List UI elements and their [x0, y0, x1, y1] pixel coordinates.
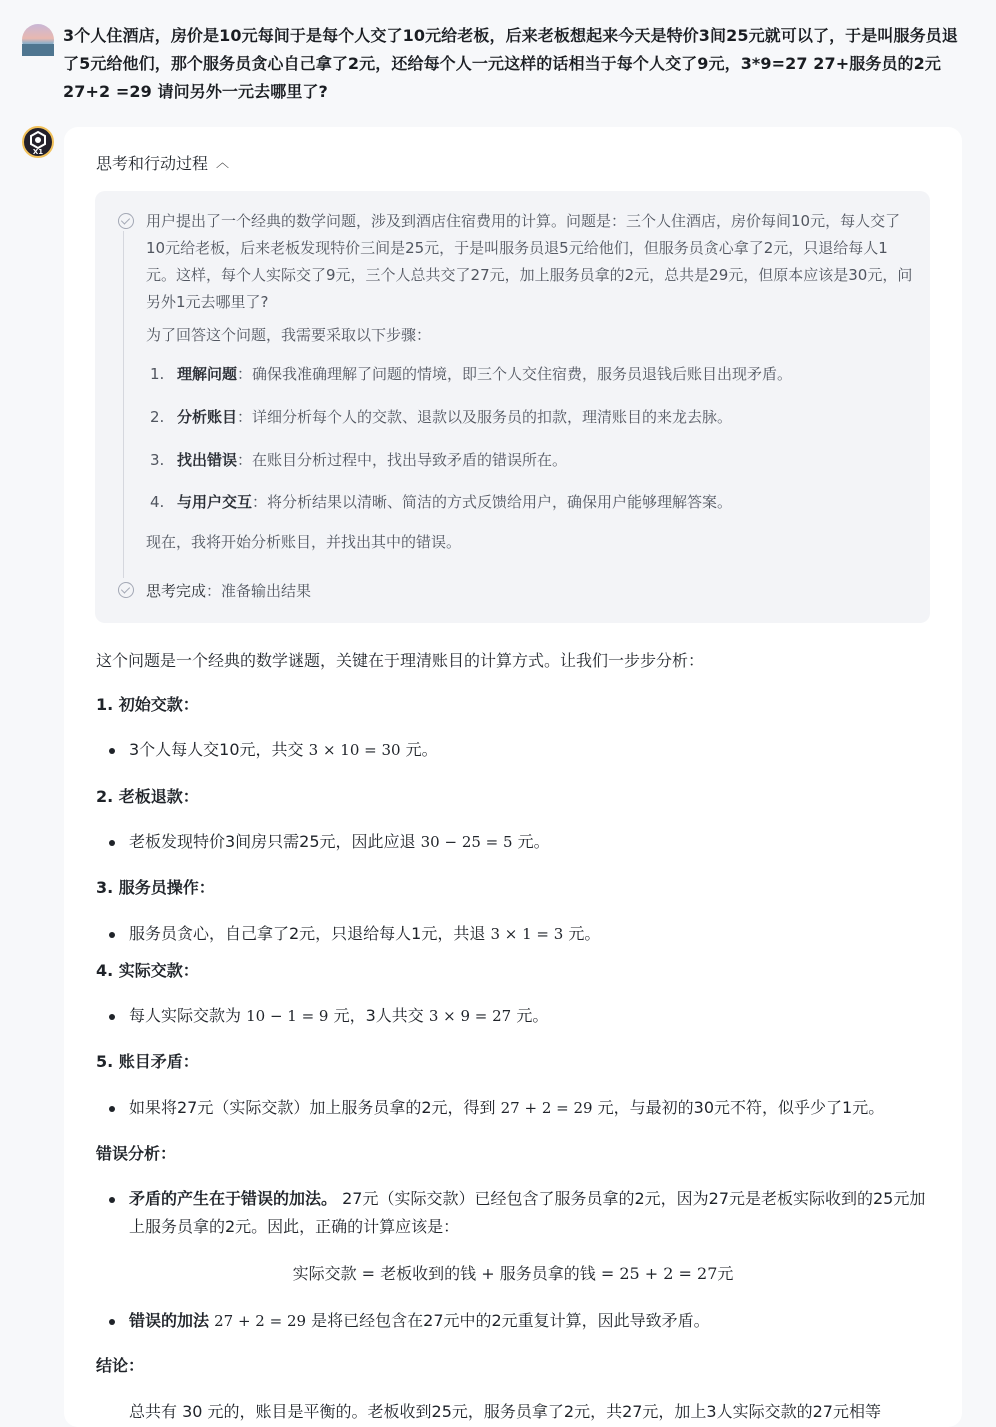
bot-version-badge: X1: [32, 148, 44, 156]
bot-avatar: [22, 126, 54, 158]
section-heading: 2. 老板退款：: [96, 787, 199, 806]
list-item: 每人实际交款为 10 − 1 = 9 元，3人共交 3 × 9 = 27 元。: [109, 1002, 929, 1030]
user-avatar: [22, 24, 54, 56]
list-item: 3个人每人交10元，共交 3 × 10 = 30 元。: [109, 736, 929, 764]
list-item: 如果将27元（实际交款）加上服务员拿的2元，得到 27 + 2 = 29 元，与最初的30元不符，似乎少了1元。: [109, 1094, 929, 1122]
section-heading: 3. 服务员操作：: [96, 878, 215, 897]
thinking-panel: [95, 191, 930, 623]
answer-card: [64, 127, 962, 1427]
thinking-step: 1. 理解问题：确保我准确理解了问题的情境，即三个人交住宿费，服务员退钱后账目出现矛盾。: [150, 365, 793, 383]
list-item: 服务员贪心，自己拿了2元，只退给每人1元，共退 3 × 1 = 3 元。: [109, 920, 929, 948]
conclusion-heading: 结论：: [96, 1356, 145, 1375]
thinking-toggle[interactable]: [96, 151, 229, 177]
thinking-done: 思考完成：准备输出结果: [146, 582, 312, 600]
thinking-step: 4. 与用户交互：将分析结果以清晰、简洁的方式反馈给用户，确保用户能够理解答案。: [150, 493, 733, 511]
list-item: 错误的加法 27 + 2 = 29 是将已经包含在27元中的2元重复计算，因此导致矛盾。: [109, 1307, 929, 1335]
thinking-steps-intro: 为了回答这个问题，我需要采取以下步骤：: [146, 326, 432, 344]
formula-block: 实际交款 = 老板收到的钱 + 服务员拿的钱 = 25 + 2 = 27元: [292, 1264, 734, 1283]
section-heading: 4. 实际交款：: [96, 961, 199, 980]
thinking-header-label: 思考和行动过程: [96, 154, 209, 173]
thinking-intro: 用户提出了一个经典的数学问题，涉及到酒店住宿费用的计算。问题是：三个人住酒店，房价每间10元，每人交了10元给老板，后来老板发现特价三间是25元，于是叫服务员退5元给他们，但服务员贪心拿了2元，只退给每人1元。这样，每个人实际交了9元，三个人总共交了27元，加上服务员拿的2元，总共是29元，但原本应该是30元，问另外1元去哪里了?: [146, 212, 913, 311]
step-check-icon: [118, 213, 134, 229]
thinking-step: 2. 分析账目：详细分析每个人的交款、退款以及服务员的扣款，理清账目的来龙去脉。: [150, 408, 733, 426]
error-heading: 错误分析：: [96, 1144, 177, 1163]
chevron-up-icon: ︿: [216, 156, 230, 171]
section-heading: 1. 初始交款：: [96, 695, 199, 714]
thinking-step: 3. 找出错误：在账目分析过程中，找出导致矛盾的错误所在。: [150, 451, 568, 469]
bot-logo-icon: [29, 131, 47, 149]
section-heading: 5. 账目矛盾：: [96, 1052, 199, 1071]
user-message-text: 3个人住酒店，房价是10元每间于是每个人交了10元给老板，后来老板想起来今天是特价3间25元就可以了，于是叫服务员退了5元给他们，那个服务员贪心自己拿了2元，还给每个人一元这样的话相当于每个人交了9元，3*9=27 27+服务员的2元 27+2 =29 请问另外一元去哪里了?: [63, 26, 958, 101]
thinking-timeline-line: [123, 231, 124, 578]
conclusion-text-cut: 总共有 30 元的，账目是平衡的。老板收到25元，服务员拿了2元，共27元，加上3人实际交款的27元相等: [129, 1402, 881, 1421]
thinking-closing: 现在，我将开始分析账目，并找出其中的错误。: [146, 533, 462, 551]
list-item: 矛盾的产生在于错误的加法。 27元（实际交款）已经包含了服务员拿的2元，因为27元是老板实际收到的25元加上服务员拿的2元。因此，正确的计算应该是：: [109, 1185, 929, 1241]
list-item: 老板发现特价3间房只需25元，因此应退 30 − 25 = 5 元。: [109, 828, 929, 856]
answer-intro: 这个问题是一个经典的数学谜题，关键在于理清账目的计算方式。让我们一步步分析：: [96, 651, 705, 670]
done-check-icon: [118, 582, 134, 598]
user-message-row: [22, 22, 972, 106]
